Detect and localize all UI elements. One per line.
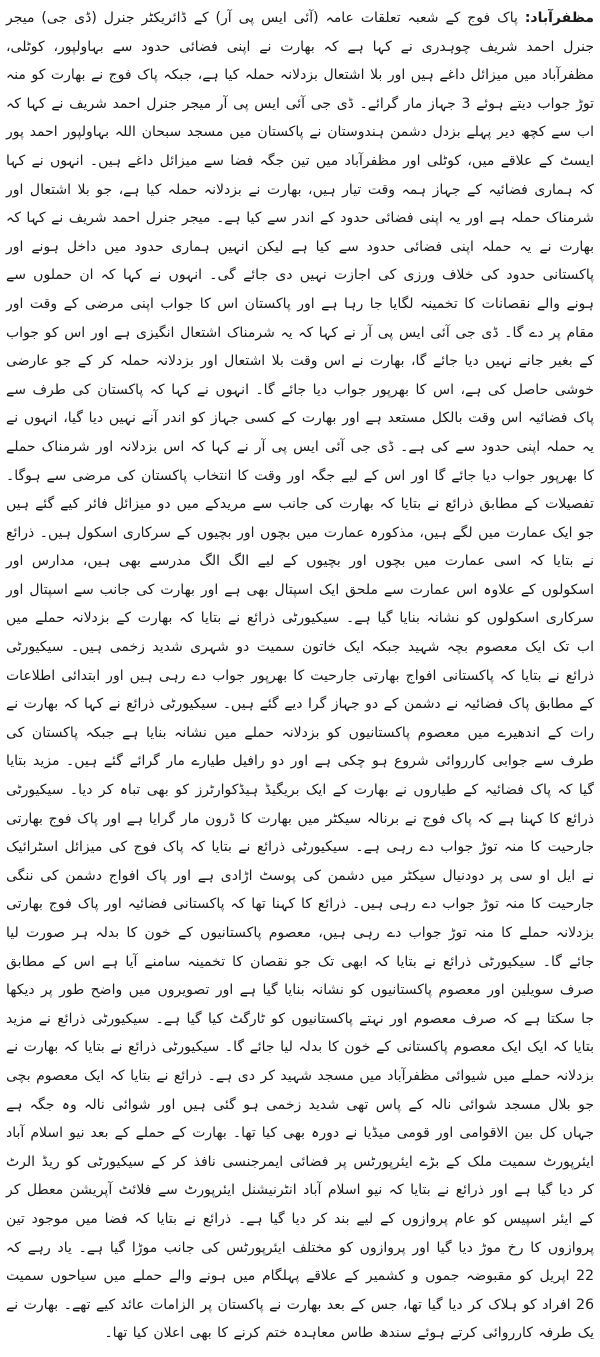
article-text: پاک فوج کے شعبہ تعلقات عامہ (آئی ایس پی آر) کے ڈائریکٹر جنرل (ڈی جی) میجر جنرل احمد شریف چوہدری نے کہا ہے کہ بھارت نے اپنی فضائی حدود سے بہاولپور، کوٹلی، مظفرآباد میں میزائل داغے ہیں اور بلا اشتعال بزدلانہ حملہ کیا ہے، جبکہ پاک فوج نے بھارت کو منہ توڑ جواب دیتے ہوئے 3 جہاز مار گرائے۔ ڈی جی آئی ایس پی آر میجر جنرل احمد شریف نے کہا کہ اب سے کچھ دیر پہلے بزدل دشمن ہندوستان نے پاکستان میں مسجد سبحان اللہ بہاولپور احمد پور ایسٹ کے علاقے میں، کوٹلی اور مظفرآباد میں تین جگہ فضا سے میزائل داغے ہیں۔ انہوں نے کہا کہ ہماری فضائیہ کے جہاز ہمہ وقت تیار ہیں، بھارت نے بزدلانہ حملہ کیا ہے، جو بلا اشتعال اور شرمناک حملہ ہے اور یہ اپنی فضائی حدود کے اندر سے کیا ہے۔ میجر جنرل احمد شریف نے کہا کہ بھارت نے یہ حملہ اپنی فضائی حدود سے کیا ہے لیکن انہیں ہماری حدود میں داخل ہونے اور پاکستانی حدود کی خلاف ورزی کی اجازت نہیں دی جائے گی۔ انہوں نے کہا کہ ان حملوں سے ہونے والے نقصانات کا تخمینہ لگایا جا رہا ہے اور پاکستان اس کا جواب اپنی مرضی کے وقت اور مقام پر دے گا۔ ڈی جی آئی ایس پی آر نے کہا کہ یہ شرمناک اشتعال انگیزی ہے اور اس کو جواب کے بغیر جانے نہیں دیا جائے گا، بھارت نے اس وقت بلا اشتعال اور بزدلانہ حملہ کر کے جو عارضی خوشی حاصل کی ہے، اس کا بھرپور جواب دیا جائے گا۔ انہوں نے کہا کہ پاکستان کی طرف سے پاک فضائیہ اس وقت بالکل مستعد ہے اور بھارت کے کسی جہاز کو اندر آنے نہیں دیا گیا، انہوں نے یہ حملہ اپنی حدود سے کی ہے۔ ڈی جی آئی ایس پی آر نے کہا کہ اس بزدلانہ اور شرمناک حملے کا بھرپور جواب دیا جائے گا اور اس کے لیے جگہ اور وقت کا انتخاب پاکستان کی مرضی سے ہوگا۔ تفصیلات کے مطابق ذرائع نے بتایا کہ بھارت کی جانب سے مریدکے میں دو میزائل فائر کیے گئے ہیں جو ایک عمارت میں لگے ہیں، مذکورہ عمارت میں بچوں اور بچیوں کے سرکاری اسکول ہیں۔ ذرائع نے بتایا کہ اسی عمارت میں بچوں اور بچیوں کے لیے الگ الگ مدرسے بھی ہیں، مدارس اور اسکولوں کے علاوہ اس عمارت سے ملحق ایک اسپتال بھی ہے اور بھارت کی جانب سے اسپتال اور سرکاری اسکولوں کو نشانہ بنایا گیا ہے۔ سیکیورٹی ذرائع نے بتایا کہ بھارت کے بزدلانہ حملے میں اب تک ایک معصوم بچہ شہید جبکہ ایک خاتون سمیت دو شہری شدید زخمی ہیں۔ سیکیورٹی ذرائع نے بتایا کہ پاکستانی افواج بھارتی جارحیت کا بھرپور جواب دے رہی ہیں اور ابتدائی اطلاعات کے مطابق پاک فضائیہ نے دشمن کے دو جہاز گرا دیے گئے ہیں۔ سیکیورٹی ذرائع نے کہا کہ بھارت نے رات کے اندھیرے میں معصوم پاکستانیوں کو بزدلانہ حملے میں نشانہ بنایا ہے جبکہ پاکستان کی طرف سے جوابی کارروائی شروع ہو چکی ہے اور دو رافیل طیارے مار گرائے گئے ہیں۔ مزید بتایا گیا کہ پاک فضائیہ کے طیاروں نے بھارت کے ایک بریگیڈ ہیڈکوارٹرز کو بھی تباہ کر دیا۔ سیکیورٹی ذرائع کا کہنا ہے کہ پاک فوج نے برنالہ سیکٹر میں بھارت کا ڈرون مار گرایا ہے اور پاک فوج بھارتی جارحیت کا منہ توڑ جواب دے رہی ہے۔ سیکیورٹی ذرائع نے بتایا کہ پاک فوج کی میزائل اسٹرائیک نے ایل او سی پر دودنیال سیکٹر میں دشمن کی پوسٹ اڑادی ہے اور پاک افواج دشمن کی ننگی جارحیت کا منہ توڑ جواب دے رہی ہیں۔ ذرائع کا کہنا تھا کہ پاکستانی فضائیہ اور پاک فوج بھارتی بزدلانہ حملے کا منہ توڑ جواب دے رہی ہیں، معصوم پاکستانیوں کے خون کا بدلہ ہر صورت لیا جائے گا۔ سیکیورٹی ذرائع نے بتایا کہ ابھی تک جو نقصان کا تخمینہ سامنے آیا ہے اس کے مطابق صرف سویلین اور معصوم پاکستانیوں کو نشانہ بنایا گیا ہے اور تصویروں میں واضح طور پر دیکھا جا سکتا ہے کہ صرف معصوم اور نہتے پاکستانیوں کو ٹارگٹ کیا گیا ہے۔ سیکیورٹی ذرائع نے مزید بتایا کہ ایک ایک معصوم پاکستانی کے خون کا بدلہ لیا جائے گا۔ سیکیورٹی ذرائع نے بتایا کہ بھارت نے بزدلانہ حملے میں شیوائی مظفرآباد میں مسجد شہید کر دی ہے۔ ذرائع نے بتایا کہ ایک معصوم بچی جو بلال مسجد شوائی نالہ کے پاس تھی شدید زخمی ہو گئی ہیں اور شوائی نالہ وہ جگہ ہے جہاں کل بین الاقوامی اور قومی میڈیا نے دورہ بھی کیا تھا۔ بھارت کے حملے کے بعد نیو اسلام آباد ایئرپورٹ سمیت ملک کے بڑے ایئرپورٹس پر فضائی ایمرجنسی نافذ کر کے سیکیورٹی کو ریڈ الرٹ کر دیا گیا ہے اور ذرائع نے بتایا کہ نیو اسلام آباد انٹرنیشنل ایئرپورٹ سے فلائٹ آپریشن معطل کر کے ایئر اسپیس کو عام پروازوں کے لیے بند کر دیا گیا ہے۔ ذرائع نے بتایا کہ فضا میں موجود تین پروازوں کا رخ موڑ دیا گیا اور پروازوں کو مختلف ایئرپورٹس کی جانب موڑا گیا ہے۔ یاد رہے کہ 22 اپریل کو مقبوضہ جموں و کشمیر کے علاقے پہلگام میں ہونے والے حملے میں سیاحوں سمیت 26 افراد کو ہلاک کر دیا گیا تھا، جس کے بعد بھارت نے پاکستان پر الزامات عائد کیے تھے۔ بھارت نے یک طرفہ کارروائی کرتے ہوئے سندھ طاس معاہدہ ختم کرنے کا بھی اعلان کیا تھا۔ <box>6 10 594 1342</box>
dateline: مظفرآباد: <box>524 10 594 26</box>
